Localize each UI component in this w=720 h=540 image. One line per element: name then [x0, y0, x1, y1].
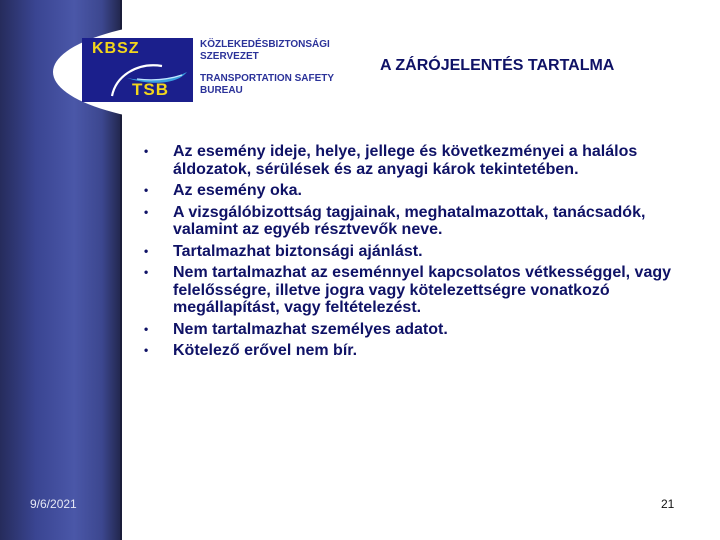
list-item-text: Nem tartalmazhat személyes adatot.: [173, 320, 448, 338]
list-item-text: Az esemény ideje, helye, jellege és következményei a halálos áldozatok, sérülések és az anyagi károk tekintetében.: [173, 143, 638, 178]
bullet-icon: •: [144, 321, 149, 336]
list-item: [144, 321, 704, 339]
bullet-icon: •: [144, 243, 149, 258]
kbsz-tsb-logo: [82, 38, 193, 102]
list-item: [144, 243, 704, 261]
list-item: [144, 182, 704, 200]
bullet-icon: •: [144, 265, 149, 279]
bullet-icon: •: [144, 183, 149, 197]
org-name-hu-line2: SZERVEZET: [200, 51, 259, 62]
org-name-en-line2: BUREAU: [200, 85, 243, 96]
list-item-text: Az esemény oka.: [173, 182, 302, 199]
slide-title: A ZÁRÓJELENTÉS TARTALMA: [380, 57, 615, 74]
list-item: [144, 143, 704, 178]
page-number: 21: [661, 497, 675, 511]
logo-tsb-text: TSB: [132, 80, 169, 99]
footer-date: 9/6/2021: [30, 497, 77, 511]
list-item-text: Tartalmazhat biztonsági ajánlást.: [173, 242, 423, 260]
bullet-icon: •: [144, 144, 149, 158]
organization-name: [200, 39, 334, 97]
org-name-en-line1: TRANSPORTATION SAFETY: [200, 73, 335, 84]
list-item-text: A vizsgálóbizottság tagjainak, meghatalmazottak, tanácsadók, valamint az egyéb résztvevők neve.: [173, 203, 646, 238]
bullet-icon: •: [144, 343, 149, 357]
list-item: [144, 204, 704, 239]
org-name-hu-line1: KÖZLEKEDÉSBIZTONSÁGI: [200, 39, 330, 50]
bullet-icon: •: [144, 204, 149, 219]
logo-kbsz-text: KBSZ: [92, 40, 140, 57]
list-item-text: Nem tartalmazhat az eseménnyel kapcsolatos vétkességgel, vagy felelősségre, illetve jogra vagy kötelezettségre vonatkozó megállapítást, vagy feltételezést.: [173, 264, 672, 316]
list-item: [144, 264, 704, 317]
bullet-list: [144, 143, 704, 364]
list-item: [144, 342, 704, 360]
list-item-text: Kötelező erővel nem bír.: [173, 342, 358, 359]
